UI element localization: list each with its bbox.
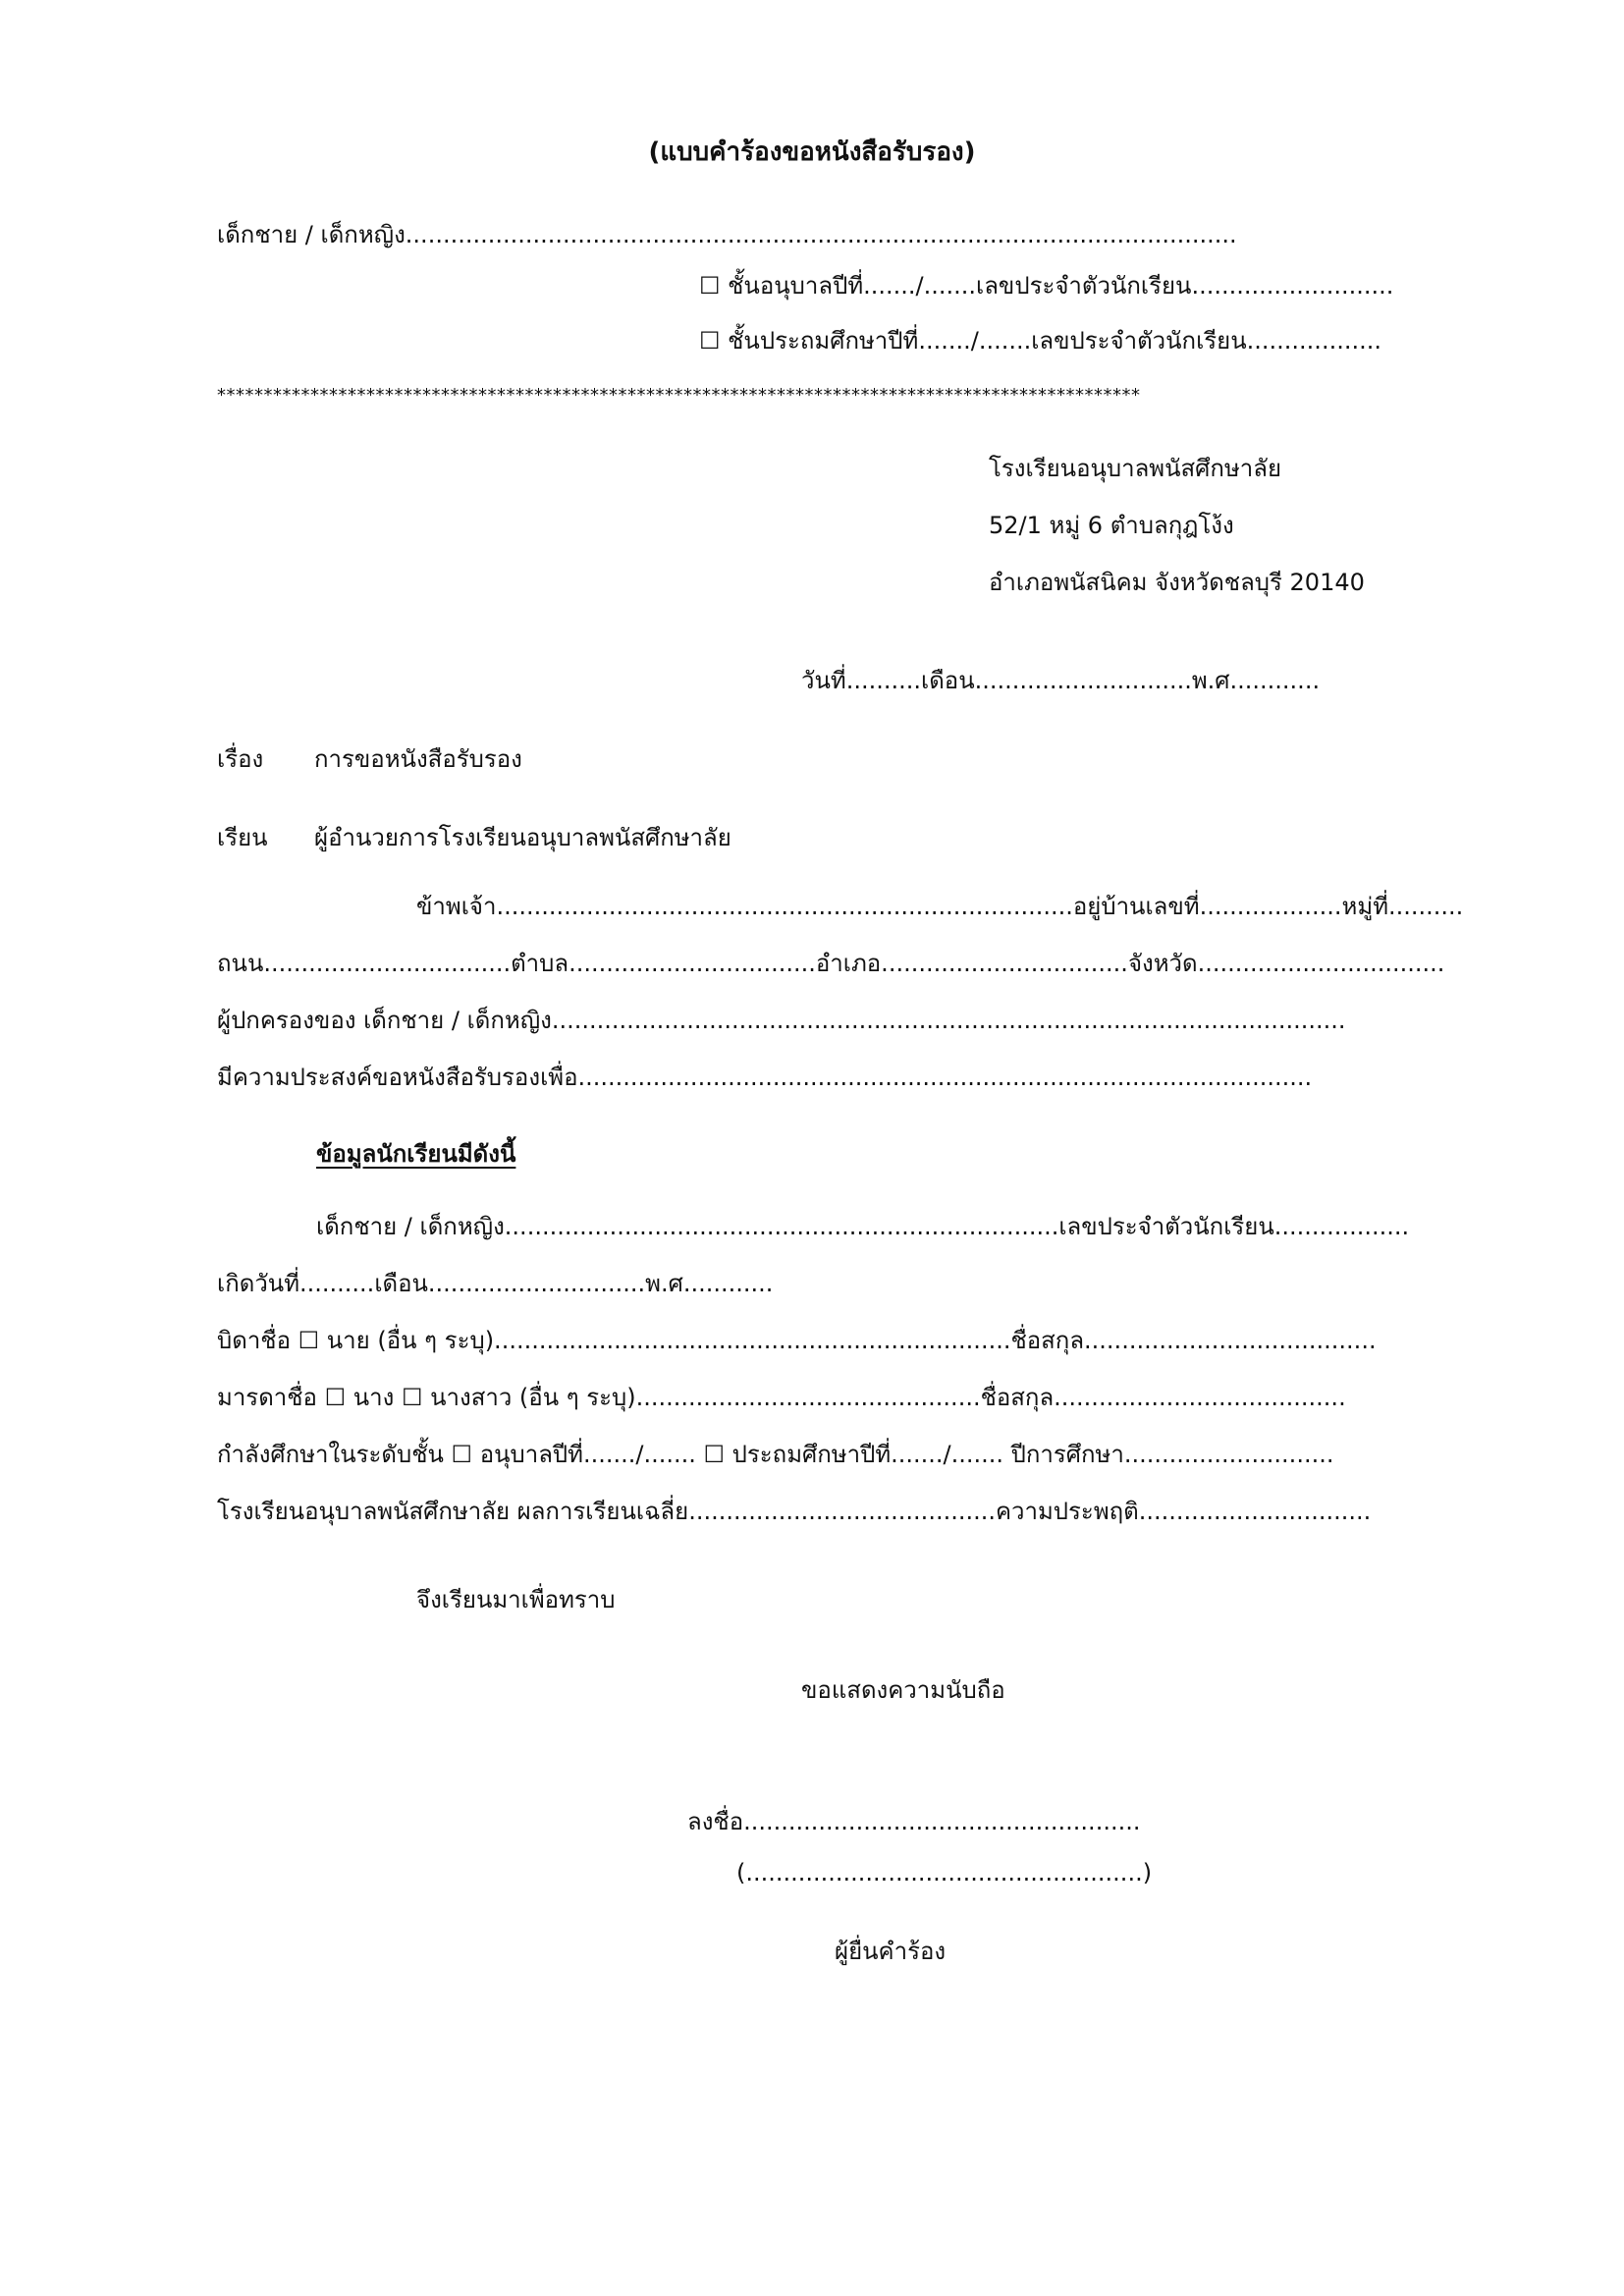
body-line-applicant: ข้าพเจ้า.............................................................................อยู่บ้านเลขที่...................หมู่ที่.......... bbox=[416, 893, 1464, 920]
printed-name-line: (.....................................................) bbox=[736, 1859, 1153, 1886]
subject-label: เรื่อง bbox=[217, 745, 264, 773]
student-info-heading: ข้อมูลนักเรียนมีดังนี้ bbox=[316, 1140, 516, 1168]
birth-line: เกิดวันที่..........เดือน.............................พ.ศ............ bbox=[217, 1270, 774, 1297]
applicant-role: ผู้ยื่นคำร้อง bbox=[835, 1938, 947, 1965]
recipient-value: ผู้อำนวยการโรงเรียนอนุบาลพนัสศึกษาลัย bbox=[314, 824, 731, 851]
closing-statement: จึงเรียนมาเพื่อทราบ bbox=[416, 1586, 616, 1613]
primary-line: ☐ ชั้นประถมศึกษาปีที่......./.......เลขประจำตัวนักเรียน.................. bbox=[699, 327, 1381, 355]
body-line-address: ถนน.................................ตำบล.................................อำเภอ.................................จังหวัด................................. bbox=[217, 950, 1445, 977]
school-address-2: อำเภอพนัสนิคม จังหวัดชลบุรี 20140 bbox=[989, 569, 1365, 596]
date-line: วันที่..........เดือน.............................พ.ศ............ bbox=[801, 667, 1321, 694]
student-name-line: เด็กชาย / เด็กหญิง..........................................................................เลขประจำตัวนักเรียน.................. bbox=[316, 1213, 1410, 1240]
form-title: (แบบคำร้องขอหนังสือรับรอง) bbox=[648, 137, 976, 167]
father-line: บิดาชื่อ ☐ นาย (อื่น ๆ ระบุ).....................................................................ชื่อสกุล....................................... bbox=[217, 1327, 1377, 1354]
subject-value: การขอหนังสือรับรอง bbox=[314, 745, 522, 773]
level-line: กำลังศึกษาในระดับชั้น ☐ อนุบาลปีที่......./....... ☐ ประถมศึกษาปีที่......./....... ปีการศึกษา............................ bbox=[217, 1441, 1334, 1468]
separator-line: *************************************************************************************************** bbox=[217, 385, 1141, 406]
body-line-purpose: มีความประสงค์ขอหนังสือรับรองเพื่อ.................................................................................................. bbox=[217, 1064, 1313, 1091]
kindergarten-line: ☐ ชั้นอนุบาลปีที่......./.......เลขประจำตัวนักเรียน........................... bbox=[699, 272, 1394, 300]
mother-line: มารดาชื่อ ☐ นาง ☐ นางสาว (อื่น ๆ ระบุ)..............................................ชื่อสกุล....................................... bbox=[217, 1384, 1346, 1411]
signature-line: ลงชื่อ..................................................... bbox=[687, 1808, 1141, 1835]
result-line: โรงเรียนอนุบาลพนัสศึกษาลัย ผลการเรียนเฉลี่ย.........................................ความประพฤติ............................... bbox=[217, 1498, 1372, 1525]
school-name: โรงเรียนอนุบาลพนัสศึกษาลัย bbox=[989, 455, 1282, 482]
closing-regards: ขอแสดงความนับถือ bbox=[801, 1676, 1005, 1704]
recipient-label: เรียน bbox=[217, 824, 268, 851]
body-line-guardian: ผู้ปกครองของ เด็กชาย / เด็กหญิง.......................................................................................................... bbox=[217, 1007, 1346, 1034]
school-address-1: 52/1 หมู่ 6 ตำบลกุฎโง้ง bbox=[989, 512, 1234, 539]
header-student-line: เด็กชาย / เด็กหญิง............................................................................................................... bbox=[217, 221, 1237, 248]
